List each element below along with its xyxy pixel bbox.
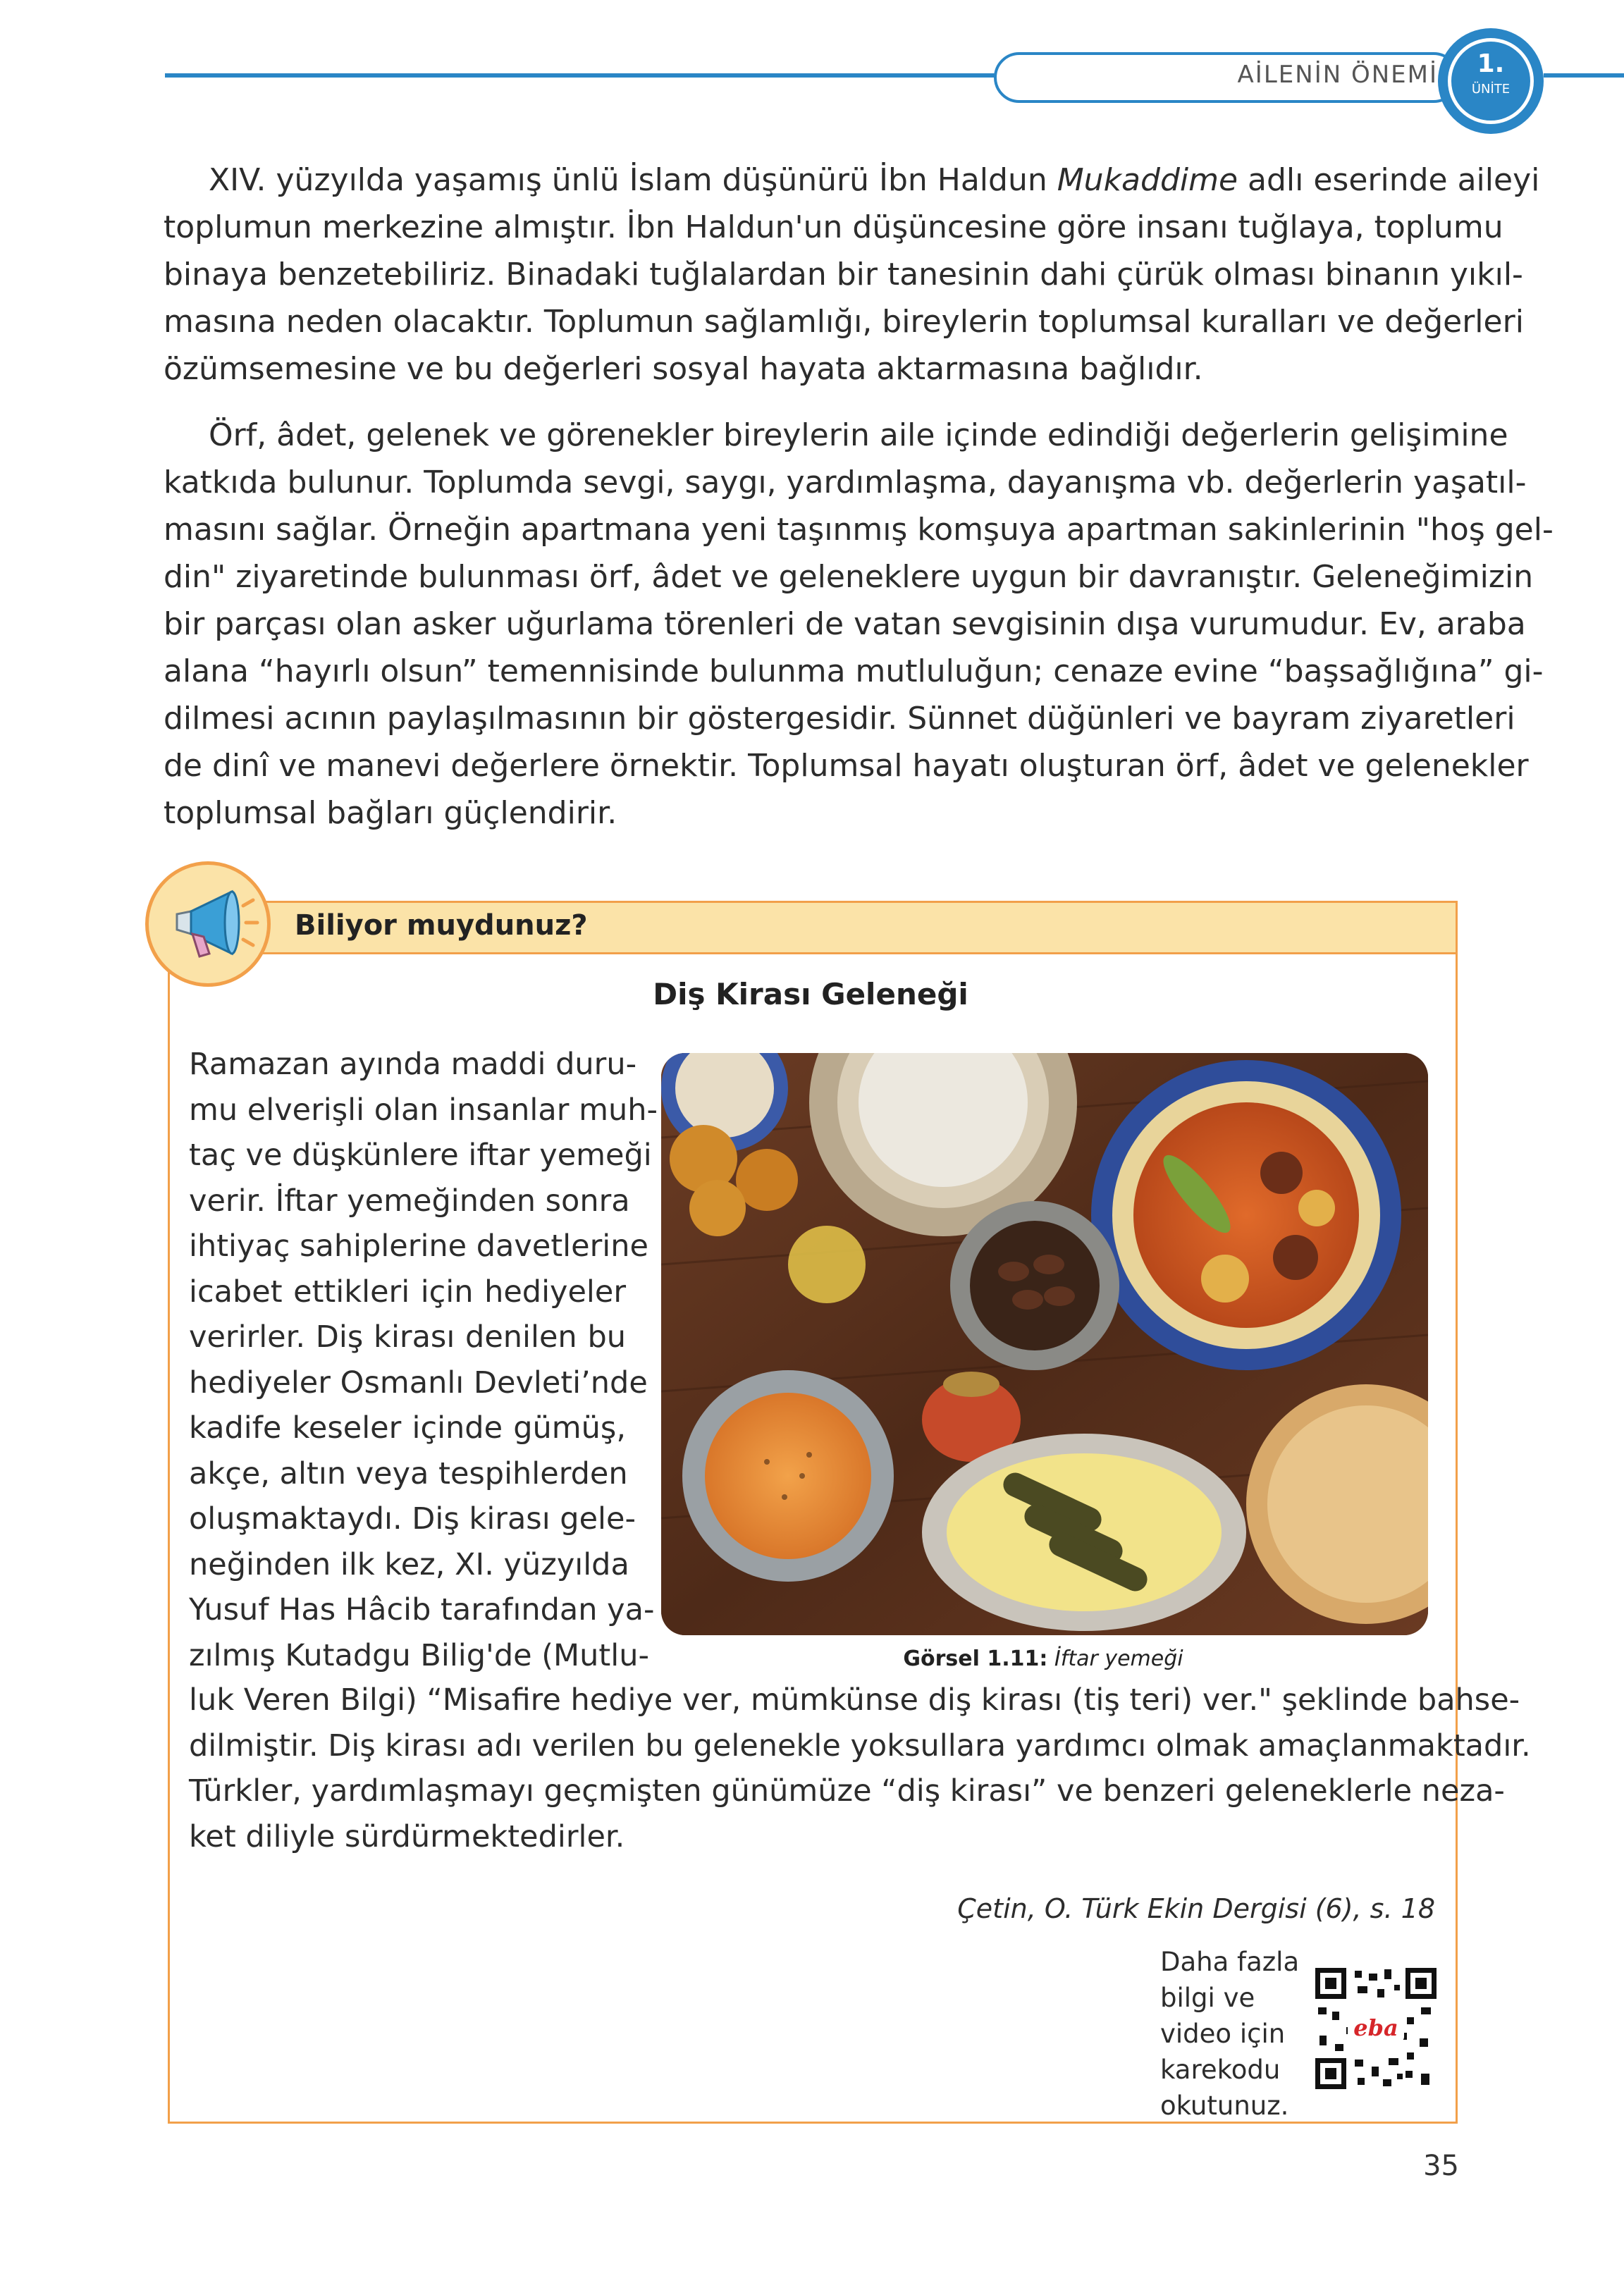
- paragraph-line: XIV. yüzyılda yaşamış ünlü İslam düşünürü İbn Haldun Mukaddime adlı eserinde aileyi: [209, 162, 1540, 198]
- paragraph-line: alana “hayırlı olsun” temennisinde bulunma mutluluğun; cenaze evine “başsağlığına” gi-: [164, 653, 1544, 689]
- box-line: verir. İftar yemeğinden sonra: [189, 1183, 630, 1219]
- eba-logo: eba: [1353, 2014, 1398, 2041]
- section-title: AİLENİN ÖNEMİ: [1237, 61, 1438, 89]
- qr-line: okutunuz.: [1160, 2091, 1289, 2121]
- box-line: taç ve düşkünlere iftar yemeği: [189, 1138, 652, 1173]
- paragraph-line: masını sağlar. Örneğin apartmana yeni taşınmış komşuya apartman sakinlerinin "hoş gel-: [164, 512, 1554, 548]
- paragraph-line: toplumsal bağları güçlendirir.: [164, 795, 617, 831]
- qr-line: karekodu: [1160, 2055, 1281, 2085]
- paragraph-traditions: [164, 412, 1554, 837]
- page-number: 35: [1423, 2150, 1459, 2182]
- iftar-photo: [661, 1053, 1428, 1635]
- qr-line: Daha fazla: [1160, 1947, 1300, 1977]
- box-line: luk Veren Bilgi) “Misafire hediye ver, mümkünse diş kirası (tiş teri) ver." şeklinde bahse-: [189, 1682, 1520, 1718]
- paragraph-line: bir parçası olan asker uğurlama törenleri de vatan sevgisinin dışa vurumudur. Ev, araba: [164, 606, 1526, 642]
- paragraph-ibn-haldun: [164, 156, 1540, 393]
- paragraph-line: Örf, âdet, gelenek ve görenekler bireylerin aile içinde edindiği değerlerin gelişimine: [209, 417, 1508, 453]
- box-line: dilmiştir. Diş kirası adı verilen bu gelenekle yoksullara yardımcı olmak amaçlanmaktadır.: [189, 1728, 1531, 1763]
- box-line: hediyeler Osmanlı Devleti’nde: [189, 1365, 648, 1401]
- caption-label: Görsel 1.11:: [903, 1646, 1048, 1671]
- megaphone-badge: [145, 861, 271, 987]
- paragraph-line: toplumun merkezine almıştır. İbn Haldun'un düşüncesine göre insanı tuğlaya, toplumu: [164, 209, 1503, 245]
- book-title: Mukaddime: [1057, 162, 1238, 198]
- box-line: akçe, altın veya tespihlerden: [189, 1455, 628, 1491]
- unit-label: ÜNİTE: [1471, 82, 1511, 97]
- qr-instruction: [1160, 1944, 1315, 2124]
- megaphone-icon: [149, 865, 267, 983]
- paragraph-line: özümsemesine ve bu değerleri sosyal hayata aktarmasına bağlıdır.: [164, 351, 1203, 387]
- paragraph-line: dilmesi acının paylaşılmasının bir göstergesidir. Sünnet düğünleri ve bayram ziyaretleri: [164, 701, 1515, 737]
- caption-text: İftar yemeği: [1054, 1646, 1183, 1671]
- qr-line: video için: [1160, 2019, 1286, 2049]
- box-line: ket diliyle sürdürmektedirler.: [189, 1818, 625, 1854]
- header-rule-left: [165, 73, 997, 78]
- paragraph-line: din" ziyaretinde bulunması örf, âdet ve geleneklere uygun bir davranıştır. Geleneğimizin: [164, 559, 1534, 595]
- box-subtitle: Diş Kirası Geleneği: [653, 977, 968, 1011]
- box-line: kadife keseler içinde gümüş,: [189, 1410, 626, 1446]
- photo-caption: [811, 1646, 1276, 1671]
- paragraph-line: de dinî ve manevi değerlere örnektir. Toplumsal hayatı oluşturan örf, âdet ve gelenekler: [164, 748, 1529, 784]
- paragraph-line: binaya benzetebiliriz. Binadaki tuğlalardan bir tanesinin dahi çürük olması binanın yıkıl-: [164, 257, 1523, 293]
- qr-line: bilgi ve: [1160, 1983, 1255, 2013]
- box-full-text: [189, 1678, 1531, 1859]
- box-line: Türkler, yardımlaşmayı geçmişten günümüze “diş kirası” ve benzeri geleneklerle neza-: [189, 1773, 1505, 1809]
- box-side-text: [189, 1042, 658, 1678]
- header-rule-right: [1544, 73, 1624, 78]
- box-line: icabet ettikleri için hediyeler: [189, 1274, 626, 1310]
- paragraph-line: katkıda bulunur. Toplumda sevgi, saygı, yardımlaşma, dayanışma vb. değerlerin yaşatıl-: [164, 464, 1527, 500]
- box-line: mu elverişli olan insanlar muh-: [189, 1092, 658, 1128]
- qr-code-icon[interactable]: [1315, 1968, 1437, 2089]
- paragraph-line: masına neden olacaktır. Toplumun sağlamlığı, bireylerin toplumsal kuralları ve değerleri: [164, 304, 1524, 340]
- box-line: oluşmaktaydı. Diş kirası gele-: [189, 1501, 636, 1537]
- info-box-title: Biliyor muydunuz?: [295, 909, 588, 942]
- box-line: Ramazan ayında maddi duru-: [189, 1047, 637, 1082]
- box-line: verirler. Diş kirası denilen bu: [189, 1319, 626, 1355]
- box-line: neğinden ilk kez, XI. yüzyılda: [189, 1546, 629, 1582]
- source-citation: Çetin, O. Türk Ekin Dergisi (6), s. 18: [957, 1893, 1435, 1924]
- box-line: Yusuf Has Hâcib tarafından ya-: [189, 1592, 655, 1627]
- unit-number: 1.: [1477, 49, 1505, 78]
- box-line: ihtiyaç sahiplerine davetlerine: [189, 1229, 648, 1264]
- box-line: zılmış Kutadgu Bilig'de (Mutlu-: [189, 1637, 649, 1673]
